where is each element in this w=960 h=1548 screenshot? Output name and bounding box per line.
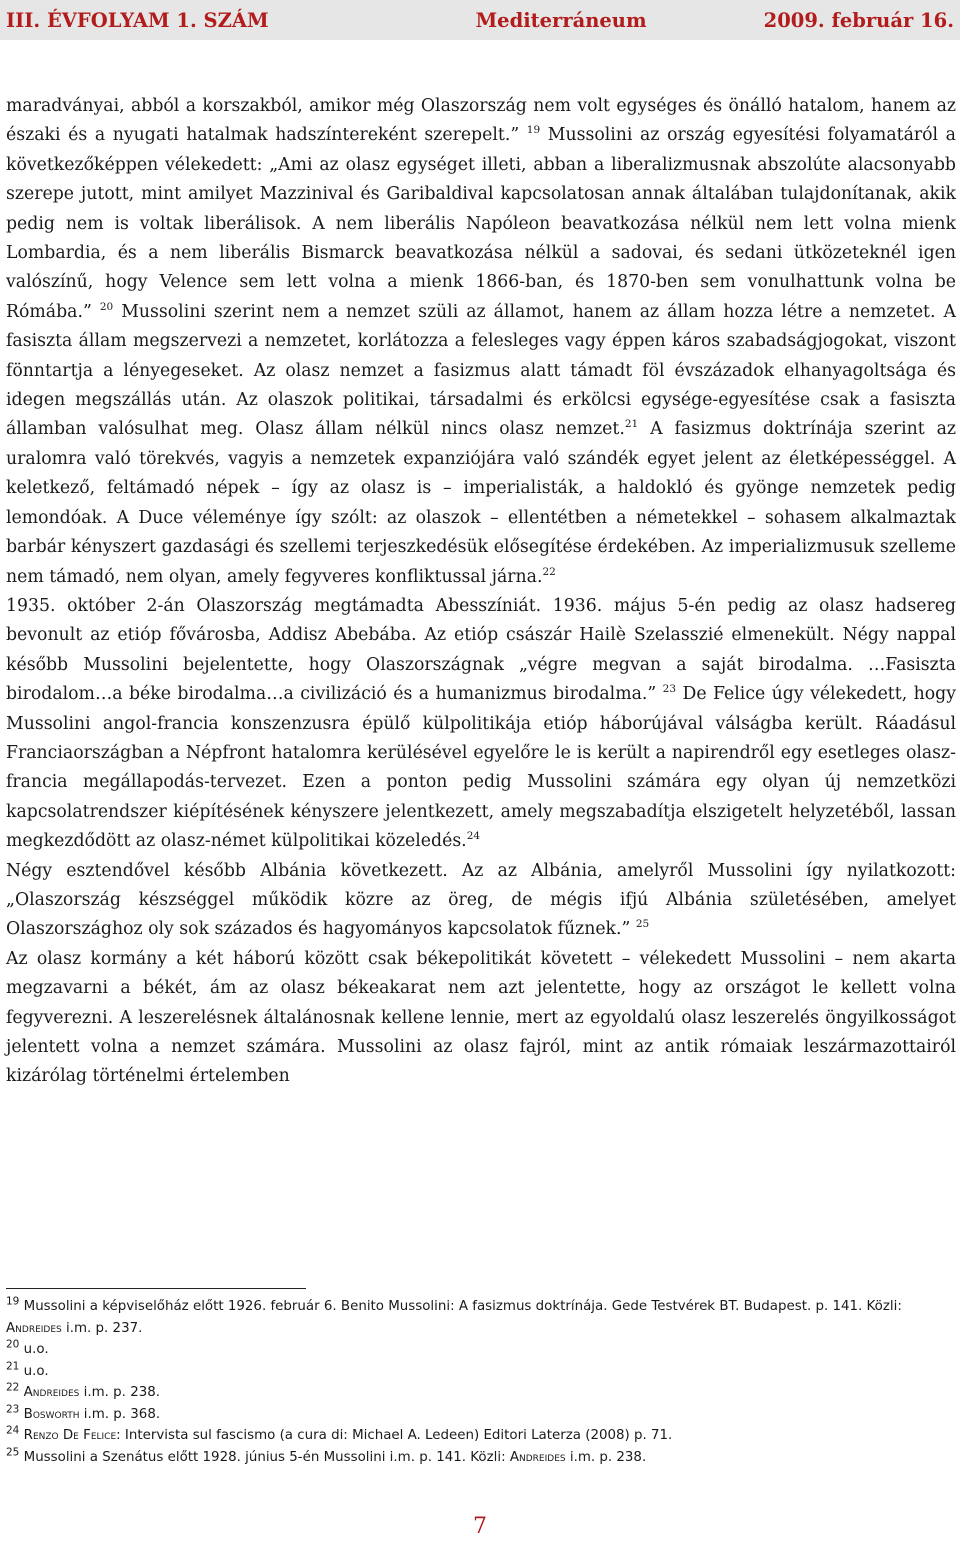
author-name: Andreides xyxy=(509,1449,566,1465)
header-date: 2009. február 16. xyxy=(763,8,954,32)
text-run: u.o. xyxy=(23,1363,49,1379)
footnote-ref: 24 xyxy=(466,830,481,843)
footnote-number: 21 xyxy=(6,1360,20,1373)
paragraph xyxy=(6,857,956,945)
text-run: Négy esztendővel később Albánia következett. Az az Albánia, amelyről Mussolini így nyilatkozott: „Olaszország készséggel működik közre az öreg, de mégis ifjú Albánia születésében, amelyet Olaszországhoz oly sok százados és hagyományos kapcsolatok fűznek.” xyxy=(6,860,956,940)
header-journal-title: Mediterráneum xyxy=(475,8,647,32)
footnote-ref: 19 xyxy=(526,124,541,137)
footnote-separator xyxy=(6,1288,306,1289)
text-run: A fasizmus doktrínája szerint az uralomra való törekvés, vagyis a nemzetek expanziójára való szándék egyet jelent az életképességgel. A keletkező, feltámadó népek – így az olasz is – imperialisták, a haldokló és gyönge nemzetek pedig lemondóak. A Duce véleménye így szólt: az olaszok – ellentétben a németekkel – sohasem alkalmaztak barbár kényszert gazdasági és szellemi terjeszkedésük elősegítése érdekében. Az imperializmusuk szelleme nem támadó, nem olyan, amely fegyveres konfliktussal járna. xyxy=(6,419,957,587)
footnote-ref: 23 xyxy=(662,683,677,696)
paragraph xyxy=(6,945,956,1092)
header-volume: III. ÉVFOLYAM 1. SZÁM xyxy=(6,8,269,32)
footnote xyxy=(6,1447,958,1469)
footnote xyxy=(6,1296,958,1339)
page-header xyxy=(0,0,960,40)
paragraph xyxy=(6,92,956,592)
footnote xyxy=(6,1382,958,1404)
author-name: Bosworth xyxy=(23,1406,80,1422)
footnote xyxy=(6,1404,958,1426)
text-run: i.m. p. 238. xyxy=(79,1385,161,1400)
text-run: u.o. xyxy=(23,1342,49,1357)
footnote-number: 24 xyxy=(6,1424,20,1437)
footnote xyxy=(6,1339,958,1361)
main-text xyxy=(6,92,956,1092)
text-run: i.m. p. 368. xyxy=(79,1406,161,1422)
footnote-number: 19 xyxy=(6,1295,20,1308)
text-run: Az olasz kormány a két háború között csak békepolitikát követett – vélekedett Mussolini – nem akarta megzavarni a békét, ám az olasz békeakarat nem azt jelentette, hogy az országot le kellett volna fegyverezni. A leszerelésnek általánosnak kellene lennie, mert az egyoldalú olasz leszerelés öngyilkosságot jelentett volna a nemzet számára. Mussolini az olasz fajról, mint az antik rómaiak leszármazottairól kizárólag történelmi értelemben xyxy=(6,948,956,1087)
text-run: Mussolini a Szenátus előtt 1928. június 5-én Mussolini i.m. p. 141. Közli: xyxy=(23,1449,510,1465)
page-number: 7 xyxy=(473,1514,487,1539)
text-run: Mussolini szerint nem a nemzet szüli az államot, hanem az állam hozza létre a nemzetet. A fasiszta állam megszervezi a nemzetet, korlátozza a felesleges vagy éppen káros szabadságjogokat, viszont fönntartja a lényegeseket. Az olasz nemzet a fasizmus alatt támadt föl évszázadok elhanyagoltsága és idegen megszállás után. Az olaszok politikai, társadalmi és erkölcsi egysége-egyesítése csak a fasiszta államban valósulhat meg. Olasz állam nélkül nincs olasz nemzet. xyxy=(6,301,956,440)
text-run: : Intervista sul fascismo (a cura di: Michael A. Ledeen) Editori Laterza (2008) p. 71. xyxy=(116,1428,673,1443)
text-run: i.m. p. 237. xyxy=(61,1320,143,1336)
text-run: Mussolini az ország egyesítési folyamatáról a következőképpen vélekedett: „Ami az olasz egységet illeti, abban a liberalizmusnak abszolúte alacsonyabb szerepe jutott, mint amilyet Mazzinival és Garibaldival kapcsolatosan annak általában tulajdonítanak, akik pedig nem is voltak liberálisok. A nem liberális Napóleon beavatkozása nélkül nem lett volna mienk Lombardia, és a nem liberális Bismarck beavatkozása nélkül a sadovai, és sedani ütközeteknél igen valószínű, hogy Velence sem lett volna a mienk 1866-ban, és 1870-ben sem vonulhattunk volna be Rómába.” xyxy=(6,125,956,322)
footnote-ref: 25 xyxy=(635,918,650,931)
footnote-number: 25 xyxy=(6,1446,20,1459)
footnote-number: 23 xyxy=(6,1403,20,1416)
footnote-ref: 20 xyxy=(99,301,114,314)
author-name: Renzo De Felice xyxy=(23,1428,117,1443)
text-run: De Felice úgy vélekedett, hogy Mussolini angol-francia konszenzusra épülő külpolitikája etióp háborújával válságba került. Ráadásul Franciaországban a Népfront hatalomra kerülésével egyelőre le is került a napirendről egy esetleges olasz-francia megállapodás-tervezet. Ezen a ponton pedig Mussolini számára egy olyan új nemzetközi kapcsolatrendszer kiépítésének kényszere jelentkezett, amely megszabadítja elszigetelt helyzetéből, lassan megkezdődött az olasz-német külpolitikai közeledés. xyxy=(6,684,956,852)
paragraph xyxy=(6,592,956,857)
author-name: Andreides xyxy=(6,1320,62,1336)
footnotes xyxy=(6,1296,958,1468)
footnote-ref: 21 xyxy=(624,418,639,431)
footnote-number: 22 xyxy=(6,1381,20,1394)
footnote-number: 20 xyxy=(6,1338,20,1351)
footnote xyxy=(6,1425,958,1447)
footnote-ref: 22 xyxy=(542,565,556,578)
text-run: i.m. p. 238. xyxy=(565,1449,647,1465)
text-run: maradványai, abból a korszakból, amikor még Olaszország nem volt egységes és önálló hatalom, hanem az északi és a nyugati hatalmak hadszíntereként szerepelt.” xyxy=(6,96,956,146)
text-run: Mussolini a képviselőház előtt 1926. február 6. Benito Mussolini: A fasizmus doktrínája. Gede Testvérek BT. Budapest. p. 141. Közli: xyxy=(23,1299,902,1314)
author-name: Andreides xyxy=(23,1385,80,1400)
footnote xyxy=(6,1361,958,1383)
text-run: 1935. október 2-án Olaszország megtámadta Abesszíniát. 1936. május 5-én pedig az olasz hadsereg bevonult az etióp fővárosba, Addisz Abebába. Az etióp császár Hailè Szelasszié elmenekült. Négy nappal később Mussolini bejelentette, hogy Olaszországnak „végre megvan a saját birodalma. …Fasiszta birodalom…a béke birodalma…a civilizáció és a humanizmus birodalma.” xyxy=(6,595,956,705)
